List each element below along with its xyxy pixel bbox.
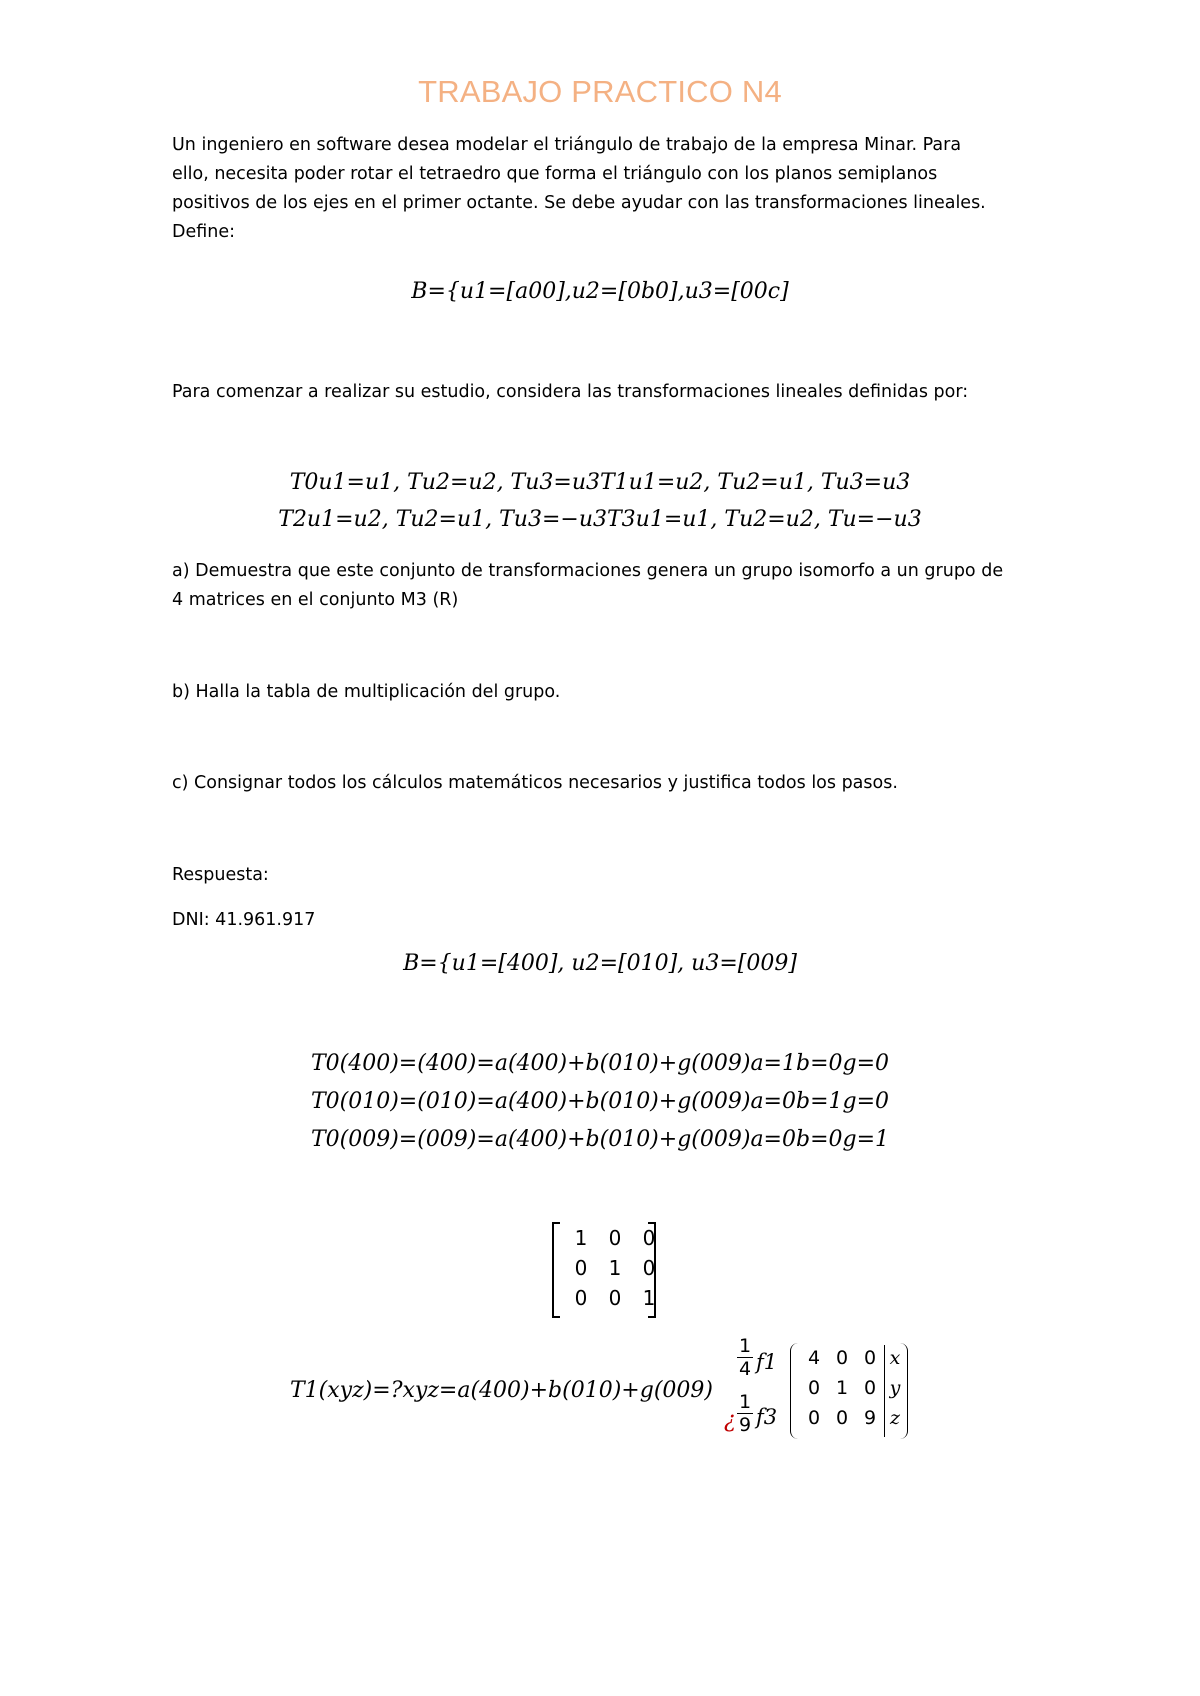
matrix-left-bracket [552, 1222, 560, 1318]
fraction-denominator: 9 [738, 1414, 752, 1436]
augmented-cell: 0 [863, 1377, 877, 1399]
question-a-line: a) Demuestra que este conjunto de transformaciones genera un grupo isomorfo a un grupo de [172, 561, 1004, 581]
t0-equation-1: T0(400)=(400)=a(400)+b(010)+g(009)a=1b=0g=0 [310, 1051, 890, 1076]
augmented-row [800, 1377, 906, 1399]
answer-label-text: Respuesta: [172, 865, 269, 885]
dni-line [172, 906, 1032, 935]
dni-text: DNI: 41.961.917 [172, 910, 316, 930]
matrix-row [564, 1286, 666, 1310]
augmented-row [800, 1347, 906, 1369]
augmented-cell: 4 [807, 1347, 821, 1369]
matrix-cell: 0 [608, 1226, 622, 1250]
t0-equation-3: T0(009)=(009)=a(400)+b(010)+g(009)a=0b=0g=1 [310, 1127, 890, 1152]
intro-line: Define: [172, 222, 236, 242]
row-op-3-fraction [737, 1392, 753, 1435]
augmented-variable: y [889, 1377, 901, 1399]
answer-label [172, 861, 1032, 890]
question-b [172, 678, 1032, 707]
matrix-row [564, 1226, 666, 1250]
augmented-matrix [790, 1343, 908, 1439]
t0-equation-2: T0(010)=(010)=a(400)+b(010)+g(009)a=0b=1g=0 [310, 1089, 890, 1114]
augmented-variable: z [889, 1407, 900, 1429]
augmented-cell: 0 [807, 1377, 821, 1399]
identity-matrix [552, 1222, 656, 1318]
intro-paragraph [172, 131, 1032, 247]
matrix-cell: 1 [574, 1226, 588, 1250]
question-a [172, 557, 1032, 615]
intro-line: ello, necesita poder rotar el tetraedro que forma el triángulo con los planos semiplanos [172, 164, 938, 184]
study-intro-text: Para comenzar a realizar su estudio, considera las transformaciones lineales definidas por: [172, 382, 969, 402]
matrix-cell: 0 [574, 1286, 588, 1310]
row-op-3-label: f3 [756, 1405, 778, 1429]
transform-line-2: T2u1=u2, Tu2=u1, Tu3=−u3T3u1=u1, Tu2=u2, Tu=−u3 [278, 507, 922, 532]
question-c [172, 769, 1032, 798]
augmented-cell: 0 [835, 1347, 849, 1369]
matrix-cell: 1 [608, 1256, 622, 1280]
question-a-line: 4 matrices en el conjunto M3 (R) [172, 590, 459, 610]
augmented-row [800, 1407, 906, 1429]
question-b-text: b) Halla la tabla de multiplicación del grupo. [172, 682, 561, 702]
study-intro [172, 378, 1032, 407]
matrix-row [564, 1256, 666, 1280]
augmented-variable: x [889, 1347, 901, 1369]
intro-line: Un ingeniero en software desea modelar el triángulo de trabajo de la empresa Minar. Para [172, 135, 962, 155]
basis-answer: B={u1=[400], u2=[010], u3=[009] [403, 951, 797, 976]
augmented-cell: 0 [835, 1407, 849, 1429]
augmented-left-paren [790, 1343, 799, 1439]
augmented-cell: 0 [863, 1347, 877, 1369]
intro-line: positivos de los ejes en el primer octante. Se debe ayudar con las transformaciones lineales. [172, 193, 986, 213]
row-op-1-fraction [737, 1336, 753, 1379]
fraction-numerator: 1 [738, 1391, 752, 1413]
basis-definition: B={u1=[a00],u2=[0b0],u3=[00c] [411, 279, 789, 304]
document-title: TRABAJO PRACTICO N4 [418, 74, 782, 109]
question-c-text: c) Consignar todos los cálculos matemáticos necesarios y justifica todos los pasos. [172, 773, 898, 793]
augmented-cell: 1 [835, 1377, 849, 1399]
fraction-denominator: 4 [738, 1358, 752, 1380]
matrix-cell: 0 [608, 1286, 622, 1310]
fraction-numerator: 1 [738, 1335, 752, 1357]
augmented-cell: 9 [863, 1407, 877, 1429]
t1-equation: T1(xyz)=?xyz=a(400)+b(010)+g(009) [290, 1378, 713, 1403]
matrix-cell: 0 [574, 1256, 588, 1280]
matrix-cell: 0 [642, 1256, 656, 1280]
matrix-cell: 1 [642, 1286, 656, 1310]
matrix-cell: 0 [642, 1226, 656, 1250]
row-op-3-prefix: ¿ [724, 1408, 736, 1433]
row-op-1-label: f1 [756, 1350, 778, 1374]
augmented-cell: 0 [807, 1407, 821, 1429]
transform-line-1: T0u1=u1, Tu2=u2, Tu3=u3T1u1=u2, Tu2=u1, Tu3=u3 [289, 470, 911, 495]
